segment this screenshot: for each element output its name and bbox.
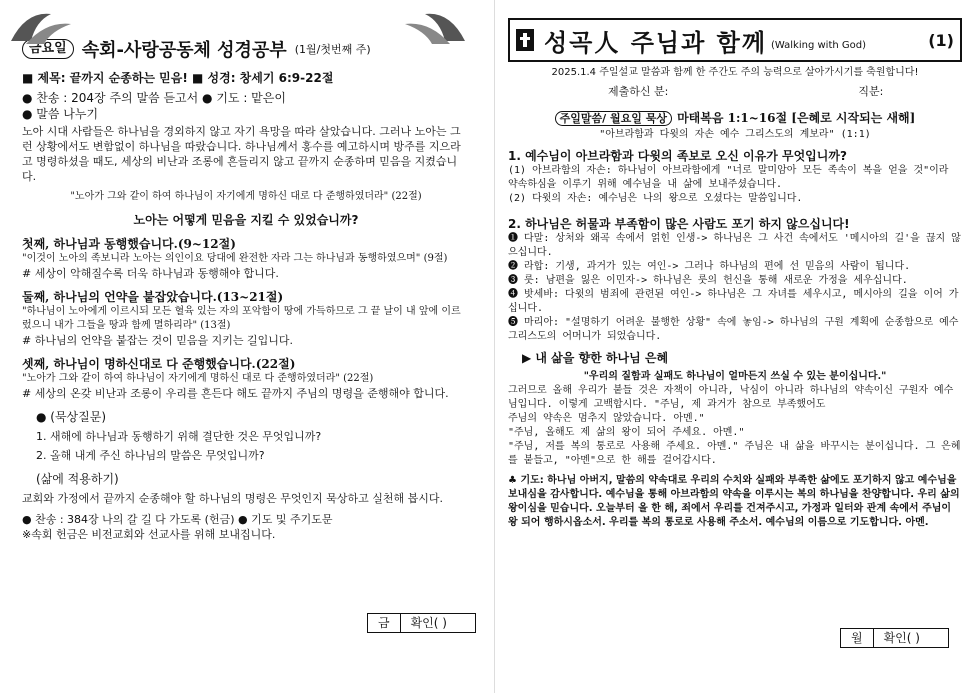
closing-line: ● 찬송 : 384장 나의 갈 길 다 가도록 (헌금) ● 기도 및 주기도문 <box>22 513 333 526</box>
sermon-header <box>508 107 962 126</box>
page-divider <box>494 0 495 693</box>
check-day: 금 <box>368 614 401 632</box>
topic-line: ■ 제목: 끝까지 순종하는 믿음! ■ 성경: 창세기 6:9-22절 <box>22 71 334 85</box>
closing-prayer: ♣ 기도: 하나님 아버지, 말씀의 약속대로 우리의 수치와 실패와 부족한 삶에도 포기하지 않고 예수님을 보내심을 감사합니다. 예수님을 통해 아브라함의 약속을 이루시는 복의 하나님을 찬양합니다. 우리 삶의 왕이심을 믿습니다. 오늘부터 올 한 해, 죄에서 우리를 건져주시고, 가정과 일터와 관계 속에서 주님이 왕 되어 행하시옵소서. 우리를 복의 통로로 사용해 주소서. 예수님의 이름으로 기도합니다. 아멘. <box>508 475 960 528</box>
check-day: 월 <box>841 629 874 647</box>
grace-quote: "우리의 질함과 실패도 하나님이 얼마든지 쓰실 수 있는 분이십니다." <box>583 371 887 382</box>
grace-text: "주님, 올해도 제 삶의 왕이 되어 주세요. 아멘." <box>508 427 745 438</box>
bulletin-banner <box>508 18 962 62</box>
point-3-quote: "노아가 그와 같이 하여 하나님이 자기에게 명하신 대로 다 준행하였더라" (22절) <box>22 373 374 384</box>
question-1-answer-2: (2) 다윗의 자손: 예수님은 나의 왕으로 오셨다는 말씀입니다. <box>508 193 803 204</box>
question-1: 1. 예수님이 아브라함과 다윗의 족보로 오신 이유가 무엇입니까? <box>508 149 847 163</box>
point-2-note: # 하나님의 언약을 붙잡는 것이 믿음을 지키는 길입니다. <box>22 334 293 347</box>
submitter-row <box>508 84 962 99</box>
hymn-prayer-line: ● 찬송 : 204장 주의 말씀 듣고서 ● 기도 : 맡은이 <box>22 91 286 105</box>
point-1-heading: 첫째, 하나님과 동행했습니다.(9~12절) <box>22 237 236 251</box>
grace-text: 주님의 약속은 멈추지 않았습니다. 아멘." <box>508 413 705 424</box>
study-title: 속회-사랑공동체 성경공부 <box>81 40 287 61</box>
person-item: ❶ 다말: 상처와 왜곡 속에서 얽힌 인생-> 하나님은 그 사건 속에서도 '메시아의 길'을 끊지 않으십니다. <box>508 233 961 258</box>
main-question: 노아는 어떻게 믿음을 지킬 수 있었습니까? <box>133 213 359 227</box>
meditation-label: ● (묵상질문) <box>36 410 107 424</box>
grace-text: 그러므로 올해 우리가 붙들 것은 자책이 아니라, 낙심이 아니라 하나님의 약속이신 구원자 예수님입니다. 이렇게 고백합시다. "주님, 제 과거가 참으로 부족했어도 <box>508 385 954 410</box>
question-2: 2. 하나님은 허물과 부족함이 많은 사람도 포기 하지 않으십니다! <box>508 217 850 231</box>
point-3-note: # 세상의 온갖 비난과 조롱이 우리를 흔든다 해도 끝까지 주님의 명령을 준행해야 합니다. <box>22 387 449 400</box>
check-box <box>840 628 949 648</box>
bulletin-subtitle: 2025.1.4 주일설교 말씀과 함께 한 주간도 주의 능력으로 살아가시기를 축원합니다! <box>551 67 919 78</box>
question-1-answer-1: (1) 아브라함의 자손: 하나님이 아브라함에게 "너로 말미암아 모든 족속이 복을 얻을 것"이라 약속하심을 이루기 위해 예수님을 내 삶에 보내주셨습니다. <box>508 165 949 190</box>
apply-label: (삶에 적용하기) <box>36 472 119 486</box>
meditation-question-1: 1. 새해에 하나님과 동행하기 위해 결단한 것은 무엇입니까? <box>36 430 322 443</box>
day-badge: 금요일 <box>22 39 74 59</box>
sunday-sermon-page <box>500 0 980 693</box>
issue-number: (1) <box>928 30 954 50</box>
check-field[interactable]: 확인( ) <box>410 616 447 630</box>
grace-text: "주님, 저를 복의 통로로 사용해 주세요. 아멘." 주님은 내 삶을 바꾸시는 분이십니다. 그 은혜를 붙들고, "아멘"으로 한 해를 걸어갑시다. <box>508 441 961 466</box>
study-title-note: (1월/첫번째 주) <box>294 43 371 56</box>
point-2-heading: 둘째, 하나님의 언약을 붙잡았습니다.(13~21절) <box>22 290 284 304</box>
person-item: ❺ 마리아: "설명하기 어려운 불행한 상황" 속에 놓임-> 하나님의 구원 계획에 순종함으로 예수 그리스도의 어머니가 되었습니다. <box>508 317 959 342</box>
bulletin-title-en: (Walking with God) <box>771 39 866 51</box>
apply-text: 교회와 가정에서 끝까지 순종해야 할 하나님의 명령은 무엇인지 묵상하고 실천해 봅시다. <box>22 492 443 505</box>
key-verse: "아브라함과 다윗의 자손 예수 그리스도의 계보라" (1:1) <box>599 129 871 140</box>
key-quote: "노아가 그와 같이 하여 하나님이 자기에게 명하신 대로 다 준행하였더라" (22절) <box>70 191 422 202</box>
offering-note: ※속회 헌금은 비전교회와 선교사를 위해 보내집니다. <box>22 528 276 541</box>
grace-heading: ▶ 내 삶을 향한 하나님 은혜 <box>522 351 669 365</box>
person-item: ❷ 라합: 기생, 과거가 있는 여인-> 그러나 하나님의 편에 선 믿음의 사람이 됩니다. <box>508 261 911 272</box>
leaf-decoration-icon <box>6 6 76 46</box>
point-3-heading: 셋째, 하나님이 명하신대로 다 준행했습니다.(22절) <box>22 357 296 371</box>
person-item: ❸ 룻: 남편을 잃은 이민자-> 하나님은 룻의 헌신을 통해 새로운 가정을 세우십니다. <box>508 275 908 286</box>
meditation-question-2: 2. 올해 내게 주신 하나님의 말씀은 무엇입니까? <box>36 449 265 462</box>
point-2-quote: "하나님이 노아에게 이르시되 모든 혈육 있는 자의 포악함이 땅에 가득하므로 그 끝 날이 내 앞에 이르렀으니 내가 그들을 땅과 함께 멸하리라" (13절) <box>22 306 461 331</box>
intro-text: 노아 시대 사람들은 하나님을 경외하지 않고 자기 욕망을 따라 살았습니다. 그러나 노아는 그런 상황에서도 변함없이 하나님을 따랐습니다. 하나님께서 홍수를 예고하시며 방주를 지으라고 명령하셨을 때도, 세상의 비난과 조롱에 흔들리지 않고 끝까지 순종하며 믿음을 지켰습니다. <box>22 125 461 183</box>
leaf-decoration-icon <box>400 6 470 46</box>
bible-icon <box>516 29 534 51</box>
sermon-passage: 마태복음 1:1~16절 [은혜로 시작되는 새해] <box>677 111 916 125</box>
person-item: ❹ 밧세바: 다윗의 범죄에 관련된 여인-> 하나님은 그 자녀를 세우시고, 메시아의 길을 이어 가십니다. <box>508 289 959 314</box>
bulletin-title: 성곡人 주님과 함께 <box>544 28 767 57</box>
sermon-badge: 주일말씀/ 월요일 묵상 <box>555 111 672 126</box>
point-1-quote: "이것이 노아의 족보니라 노아는 의인이요 당대에 완전한 자라 그는 하나님과 동행하였으며" (9절) <box>22 253 448 264</box>
share-label: ● 말씀 나누기 <box>22 107 99 121</box>
check-box <box>367 613 476 633</box>
position-field[interactable]: 직분: <box>858 85 884 98</box>
check-field[interactable]: 확인( ) <box>883 631 920 645</box>
submitter-field[interactable]: 제출하신 분: <box>608 85 669 98</box>
point-1-note: # 세상이 악해질수록 더욱 하나님과 동행해야 합니다. <box>22 267 279 280</box>
